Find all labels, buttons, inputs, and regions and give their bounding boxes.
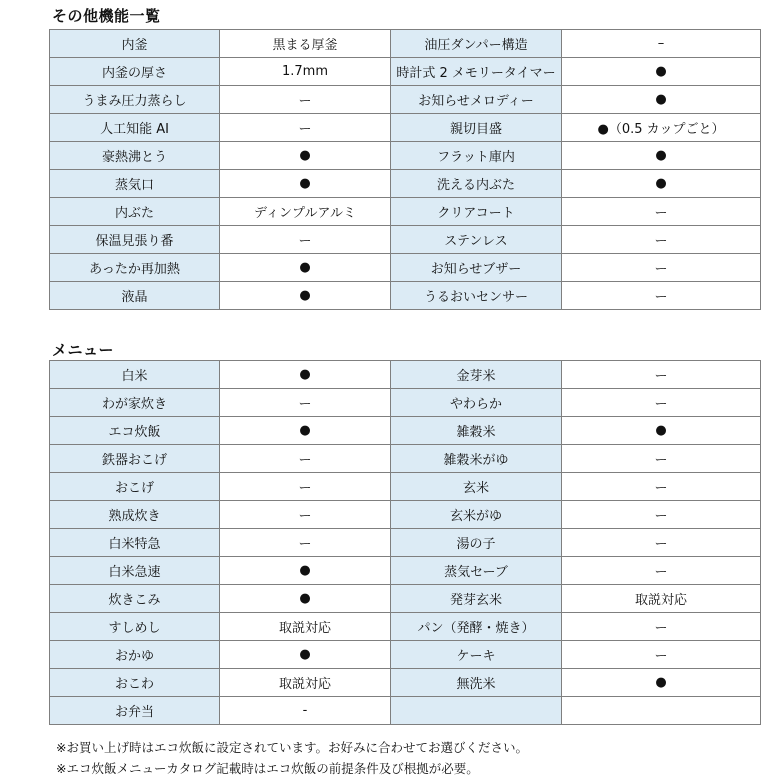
feature-label-cell: 雑穀米がゆ: [391, 445, 562, 473]
feature-label-cell: おこわ: [50, 669, 220, 697]
feature-label-cell: 炊きこみ: [50, 585, 220, 613]
feature-label-cell: ケーキ: [391, 641, 562, 669]
feature-value-cell: ー: [562, 529, 761, 557]
feature-value-cell: ●: [562, 58, 761, 86]
footnote: ※お買い上げ時はエコ炊飯に設定されています。お好みに合わせてお選びください。: [56, 740, 528, 755]
table-row: [50, 417, 761, 445]
feature-label-cell: おかゆ: [50, 641, 220, 669]
table-row: [50, 669, 761, 697]
table-row: [50, 170, 761, 198]
feature-label-cell: 人工知能 AI: [50, 114, 220, 142]
feature-value-cell: 取説対応: [562, 585, 761, 613]
feature-value-cell: ー: [562, 501, 761, 529]
feature-label-cell: 金芽米: [391, 361, 562, 389]
feature-label-cell: お知らせブザー: [391, 254, 562, 282]
feature-label-cell: 内釜: [50, 30, 220, 58]
feature-label-cell: 発芽玄米: [391, 585, 562, 613]
feature-label-cell: 玄米がゆ: [391, 501, 562, 529]
table-row: [50, 389, 761, 417]
table-row: [50, 361, 761, 389]
feature-value-cell: ー: [220, 529, 391, 557]
table-row: [50, 226, 761, 254]
feature-label-cell: 内釜の厚さ: [50, 58, 220, 86]
table-row: [50, 198, 761, 226]
feature-label-cell: 保温見張り番: [50, 226, 220, 254]
feature-value-cell: 取説対応: [220, 613, 391, 641]
feature-label-cell: あったか再加熱: [50, 254, 220, 282]
table-row: [50, 613, 761, 641]
feature-value-cell: ー: [220, 226, 391, 254]
feature-label-cell: うるおいセンサー: [391, 282, 562, 310]
feature-value-cell: ー: [562, 282, 761, 310]
table-row: [50, 529, 761, 557]
feature-value-cell: ●: [220, 254, 391, 282]
feature-value-cell: ー: [562, 613, 761, 641]
feature-value-cell: ●: [562, 669, 761, 697]
feature-label-cell: おこげ: [50, 473, 220, 501]
feature-value-cell: ー: [220, 389, 391, 417]
features-section-title: その他機能一覧: [52, 7, 161, 25]
feature-label-cell: クリアコート: [391, 198, 562, 226]
table-row: [50, 585, 761, 613]
feature-value-cell: 黒まる厚釜: [220, 30, 391, 58]
feature-label-cell: 蒸気口: [50, 170, 220, 198]
feature-label-cell: [391, 697, 562, 725]
feature-label-cell: ステンレス: [391, 226, 562, 254]
features-table-body: [50, 30, 761, 310]
feature-value-cell: ●: [220, 641, 391, 669]
feature-label-cell: わが家炊き: [50, 389, 220, 417]
feature-value-cell: [562, 697, 761, 725]
table-row: [50, 697, 761, 725]
feature-value-cell: ●: [562, 170, 761, 198]
features-table: [49, 29, 761, 310]
feature-label-cell: お知らせメロディー: [391, 86, 562, 114]
feature-label-cell: 白米急速: [50, 557, 220, 585]
feature-value-cell: ●: [220, 585, 391, 613]
menu-table-body: [50, 361, 761, 725]
feature-value-cell: ●: [220, 557, 391, 585]
feature-label-cell: 湯の子: [391, 529, 562, 557]
feature-value-cell: ー: [562, 389, 761, 417]
table-row: [50, 501, 761, 529]
feature-value-cell: ●: [562, 142, 761, 170]
feature-value-cell: ー: [220, 114, 391, 142]
feature-label-cell: 時計式 2 メモリータイマー: [391, 58, 562, 86]
feature-value-cell: ー: [562, 557, 761, 585]
table-row: [50, 557, 761, 585]
feature-label-cell: 白米: [50, 361, 220, 389]
feature-value-cell: ディンプルアルミ: [220, 198, 391, 226]
feature-label-cell: 玄米: [391, 473, 562, 501]
feature-value-cell: ー: [220, 473, 391, 501]
menu-section-title: メニュー: [52, 341, 115, 359]
feature-label-cell: お弁当: [50, 697, 220, 725]
feature-value-cell: ー: [562, 445, 761, 473]
table-row: [50, 282, 761, 310]
menu-table: [49, 360, 761, 725]
table-row: [50, 142, 761, 170]
feature-value-cell: ー: [562, 641, 761, 669]
feature-label-cell: 油圧ダンパー構造: [391, 30, 562, 58]
feature-value-cell: ー: [562, 473, 761, 501]
feature-label-cell: うまみ圧力蒸らし: [50, 86, 220, 114]
footnotes: [56, 737, 528, 779]
feature-label-cell: 白米特急: [50, 529, 220, 557]
feature-value-cell: ●（0.5 カップごと）: [562, 114, 761, 142]
feature-label-cell: 無洗米: [391, 669, 562, 697]
feature-value-cell: –: [562, 30, 761, 58]
feature-value-cell: 1.7mm: [220, 58, 391, 86]
feature-value-cell: ●: [562, 86, 761, 114]
feature-value-cell: ー: [220, 445, 391, 473]
feature-label-cell: 鉄器おこげ: [50, 445, 220, 473]
feature-value-cell: 取説対応: [220, 669, 391, 697]
feature-value-cell: ー: [562, 226, 761, 254]
feature-label-cell: 液晶: [50, 282, 220, 310]
feature-value-cell: ●: [220, 417, 391, 445]
feature-label-cell: 豪熱沸とう: [50, 142, 220, 170]
feature-value-cell: ー: [562, 361, 761, 389]
feature-value-cell: ●: [220, 361, 391, 389]
feature-value-cell: -: [220, 697, 391, 725]
feature-label-cell: 雑穀米: [391, 417, 562, 445]
feature-label-cell: 親切目盛: [391, 114, 562, 142]
feature-label-cell: やわらか: [391, 389, 562, 417]
feature-label-cell: フラット庫内: [391, 142, 562, 170]
feature-label-cell: 洗える内ぶた: [391, 170, 562, 198]
table-row: [50, 30, 761, 58]
table-row: [50, 254, 761, 282]
feature-value-cell: ー: [220, 501, 391, 529]
feature-label-cell: パン（発酵・焼き）: [391, 613, 562, 641]
feature-value-cell: ー: [562, 198, 761, 226]
feature-value-cell: ●: [562, 417, 761, 445]
feature-label-cell: 内ぶた: [50, 198, 220, 226]
footnote: ※エコ炊飯メニューカタログ記載時はエコ炊飯の前提条件及び根拠が必要。: [56, 761, 479, 776]
feature-value-cell: ー: [562, 254, 761, 282]
feature-label-cell: すしめし: [50, 613, 220, 641]
table-row: [50, 445, 761, 473]
feature-label-cell: 蒸気セーブ: [391, 557, 562, 585]
feature-value-cell: ●: [220, 142, 391, 170]
table-row: [50, 641, 761, 669]
feature-value-cell: ー: [220, 86, 391, 114]
feature-value-cell: ●: [220, 282, 391, 310]
feature-label-cell: エコ炊飯: [50, 417, 220, 445]
table-row: [50, 114, 761, 142]
feature-label-cell: 熟成炊き: [50, 501, 220, 529]
table-row: [50, 58, 761, 86]
table-row: [50, 473, 761, 501]
feature-value-cell: ●: [220, 170, 391, 198]
table-row: [50, 86, 761, 114]
